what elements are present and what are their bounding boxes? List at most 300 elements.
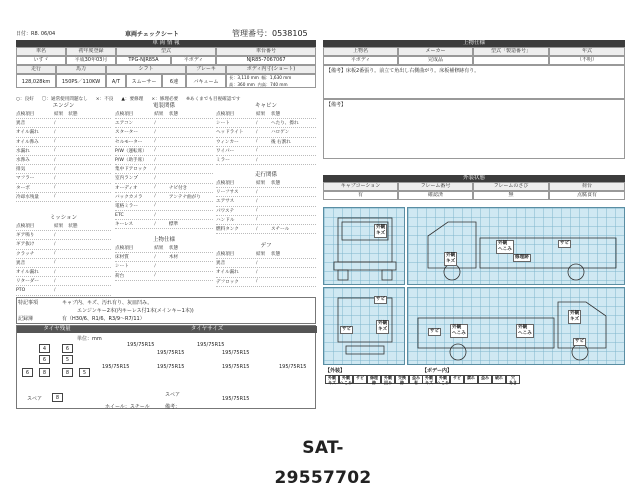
head-cell: 状態 bbox=[168, 246, 179, 252]
val-upper-name: 平ボディ bbox=[323, 56, 398, 65]
result-mark: / bbox=[54, 287, 56, 293]
col-caution: キャブコーション bbox=[323, 182, 398, 191]
section-head bbox=[115, 244, 213, 253]
result-mark: / bbox=[154, 194, 156, 200]
result-mark: / bbox=[256, 260, 258, 266]
result-mark: / bbox=[154, 263, 156, 269]
tire-note: 備考： bbox=[165, 404, 181, 410]
list-item bbox=[16, 156, 111, 165]
head-cell: 状態 bbox=[68, 112, 78, 118]
head-cell: 結果 bbox=[154, 112, 164, 118]
appearance-cols bbox=[323, 182, 625, 191]
management-number: 管理番号：0538105 bbox=[232, 29, 308, 38]
result-mark: / bbox=[256, 226, 258, 232]
list-item bbox=[16, 250, 111, 259]
item-label: 排気 bbox=[16, 167, 26, 173]
item-label: ウィンカー bbox=[216, 139, 239, 145]
head-cell: 状態 bbox=[168, 112, 179, 118]
dim-height: 高：360 mm bbox=[229, 81, 255, 87]
section-electric bbox=[115, 103, 213, 229]
item-label: スターター bbox=[115, 130, 138, 136]
item-label: デフロック bbox=[216, 279, 239, 285]
item-label: P/W（運転席） bbox=[115, 148, 147, 154]
list-item bbox=[115, 119, 213, 128]
tire-section bbox=[16, 325, 316, 409]
list-item bbox=[216, 119, 316, 128]
list-item bbox=[16, 240, 111, 249]
legend-note: 〇：通常使用問題なし bbox=[41, 97, 88, 102]
mark-rear-scratch: 外観 キズ bbox=[378, 321, 388, 332]
item-note: スチール bbox=[271, 227, 290, 233]
list-item bbox=[16, 128, 111, 137]
wheel-type: ホイール：スチール bbox=[105, 404, 150, 410]
item-note: ハロゲン bbox=[271, 130, 290, 136]
special-notes bbox=[16, 297, 316, 324]
tire-spare: 8 bbox=[52, 393, 63, 402]
item-note: 後 右割れ bbox=[271, 139, 291, 145]
legend-item: 外観 キズ bbox=[325, 375, 339, 384]
result-mark: / bbox=[154, 254, 156, 260]
val-hp: 150PS／110KW bbox=[56, 74, 106, 88]
truck-side-outline bbox=[408, 208, 626, 286]
item-label: PTO bbox=[16, 287, 26, 293]
mark-rear-rust1: サビ bbox=[376, 297, 386, 302]
appearance-vals bbox=[323, 191, 625, 200]
list-item bbox=[115, 211, 213, 220]
result-mark: / bbox=[54, 120, 56, 126]
col-frame-rust: フレームのさび bbox=[473, 182, 549, 191]
item-note: アンテナ曲がり bbox=[168, 194, 201, 200]
section-upper bbox=[115, 237, 213, 281]
list-item bbox=[216, 147, 316, 156]
col-hp: 馬力 bbox=[56, 65, 106, 74]
result-mark: / bbox=[154, 221, 156, 227]
tire-size-title: タイヤサイズ bbox=[97, 326, 317, 333]
spare-size-label: スペア bbox=[165, 392, 181, 398]
mark-r-rust2: サビ bbox=[575, 339, 585, 344]
list-item bbox=[115, 184, 213, 193]
result-mark: / bbox=[256, 189, 258, 195]
item-label: ワイパー bbox=[216, 148, 235, 154]
item-label: パワステ bbox=[216, 208, 235, 214]
legend-item: 歪み 有 bbox=[409, 375, 423, 384]
head-cell: 状態 bbox=[271, 112, 281, 118]
item-label: ギア鳴り bbox=[16, 233, 35, 239]
vehicle-info-table bbox=[16, 40, 316, 88]
records-text: 有（H30/6、R1/6、R3/9〜R7/11） bbox=[62, 316, 145, 322]
appearance-table bbox=[323, 175, 625, 200]
vehicle-cols bbox=[16, 47, 316, 56]
head-cell: 状態 bbox=[68, 224, 78, 230]
tire-fr: 5 bbox=[62, 355, 73, 364]
list-item bbox=[16, 138, 111, 147]
legend-item: 穴 あき bbox=[506, 375, 520, 384]
head-cell: 結果 bbox=[54, 224, 64, 230]
list-item bbox=[216, 128, 316, 137]
result-mark: / bbox=[256, 148, 258, 154]
list-item bbox=[216, 188, 316, 197]
item-label: 異音 bbox=[216, 261, 226, 267]
legend-good: ○：良好 bbox=[16, 97, 34, 102]
list-item bbox=[115, 262, 213, 271]
item-label: 荷台 bbox=[115, 273, 125, 279]
result-mark: / bbox=[54, 166, 56, 172]
mark-side-dent: 外観 へこみ bbox=[498, 241, 512, 252]
section-mission bbox=[16, 215, 111, 296]
col-shift: シフト bbox=[106, 65, 186, 74]
val-mileage: 128,028km bbox=[16, 74, 56, 88]
section-head bbox=[216, 250, 316, 259]
result-mark: / bbox=[54, 157, 56, 163]
val-caution: 有 bbox=[323, 191, 398, 200]
head-cell: 結果 bbox=[256, 252, 266, 258]
tire-depth-title: タイヤ残量 bbox=[17, 326, 97, 333]
result-mark: / bbox=[154, 212, 156, 218]
status-legend bbox=[16, 96, 241, 102]
size-rr-outer: 195/75R15 bbox=[279, 364, 307, 370]
list-item bbox=[115, 202, 213, 211]
keys-text: エンジンキー2本(内キーレス付1本(メインキー1本)) bbox=[77, 308, 194, 314]
section-head bbox=[16, 222, 111, 231]
truck-front-outline bbox=[324, 208, 406, 286]
list-item bbox=[216, 225, 316, 234]
appearance-title: 外装状態 bbox=[323, 175, 625, 182]
list-item bbox=[16, 174, 111, 183]
section-head bbox=[16, 110, 111, 119]
mark-r-dent2: 外観 へこみ bbox=[518, 325, 532, 336]
item-label: 室内ランプ bbox=[115, 176, 138, 182]
tire-fl-outer: 4 bbox=[39, 344, 50, 353]
val-name: いすゞ bbox=[16, 56, 66, 65]
legend-item: 破れ bbox=[492, 375, 506, 384]
diagram-rear bbox=[323, 287, 405, 365]
col-serial: 型式「製造番号」 bbox=[473, 47, 549, 56]
col-year: 年式 bbox=[549, 47, 625, 56]
size-rl-inner: 195/75R15 bbox=[157, 364, 185, 370]
list-item bbox=[216, 278, 316, 287]
size-fr: 195/75R15 bbox=[197, 342, 225, 348]
head-cell: 点検項目 bbox=[216, 252, 235, 258]
vehicle-cols2 bbox=[16, 65, 316, 74]
result-mark: / bbox=[154, 175, 156, 181]
mark-repair: 修理跡 bbox=[515, 255, 529, 260]
size-fl: 195/75R15 bbox=[127, 342, 155, 348]
val-smoother: スムーサー bbox=[126, 74, 162, 88]
head-cell: 状態 bbox=[271, 181, 281, 187]
result-mark: / bbox=[256, 217, 258, 223]
result-mark: / bbox=[54, 129, 56, 135]
item-label: 水滲み bbox=[16, 158, 30, 164]
head-cell: 点検項目 bbox=[216, 181, 235, 187]
val-gears: 6速 bbox=[162, 74, 186, 88]
list-item bbox=[115, 193, 213, 202]
upper-spec-vals bbox=[323, 56, 625, 65]
col-frame-no: フレーム番号 bbox=[398, 182, 473, 191]
val-chassis: NJR85-7067067 bbox=[216, 56, 316, 65]
item-label: マフラー bbox=[16, 176, 35, 182]
head-cell: 結果 bbox=[54, 112, 64, 118]
val-frame-rust: 無 bbox=[473, 191, 549, 200]
item-label: ギア抜け bbox=[16, 242, 35, 248]
tire-fl: 6 bbox=[39, 355, 50, 364]
item-label: ミラー bbox=[216, 158, 230, 164]
list-item bbox=[16, 184, 111, 193]
vehicle-vals2 bbox=[16, 74, 316, 88]
item-label: エアコン bbox=[115, 121, 134, 127]
result-mark: / bbox=[154, 166, 156, 172]
val-maker: 完成品 bbox=[398, 56, 473, 65]
result-mark: / bbox=[256, 208, 258, 214]
item-label: バックカメラ bbox=[115, 194, 143, 200]
item-note: 標準 bbox=[168, 222, 179, 228]
upper-note: 【備考】床板2番張り。前立て角出し右側曲がり。床板補修跡有り。 bbox=[326, 68, 480, 74]
section-title: 上物仕様 bbox=[152, 237, 175, 243]
size-fr2: 195/75R15 bbox=[222, 350, 250, 356]
item-label: オーディオ bbox=[115, 185, 138, 191]
stock-code: SAT-29557702 bbox=[259, 433, 387, 463]
remarks-box bbox=[323, 99, 625, 159]
diagram-side-left bbox=[407, 207, 625, 285]
item-label: オイル漏れ bbox=[16, 270, 39, 276]
outer-legend bbox=[325, 375, 423, 384]
spare-label: スペア bbox=[27, 396, 43, 402]
list-item bbox=[216, 197, 316, 206]
dim-width: 幅：1,630 mm bbox=[261, 75, 292, 80]
legend-item: 歪み bbox=[478, 375, 492, 384]
list-item bbox=[16, 165, 111, 174]
val-model: TPG-NJR85A bbox=[116, 56, 171, 65]
section-running bbox=[216, 172, 316, 234]
list-item bbox=[216, 207, 316, 216]
remarks-label: 【備考】 bbox=[326, 102, 347, 108]
item-label: セルモーター bbox=[115, 139, 143, 145]
col-first-reg: 初年度登録 bbox=[66, 47, 116, 56]
tire-rl-inner: 8 bbox=[39, 368, 50, 377]
section-title: ミッション bbox=[49, 215, 78, 221]
tire-rl-outer: 6 bbox=[22, 368, 33, 377]
list-item bbox=[115, 138, 213, 147]
result-mark: / bbox=[154, 203, 156, 209]
col-body-dim: ボディ内寸(ショート) bbox=[226, 65, 316, 74]
item-label: 床材質 bbox=[115, 255, 129, 261]
head-cell: 点検項目 bbox=[16, 224, 35, 230]
result-mark: / bbox=[54, 260, 56, 266]
col-model: 型式 bbox=[116, 47, 216, 56]
tire-fr-outer: 6 bbox=[62, 344, 73, 353]
upper-note-box bbox=[323, 65, 625, 99]
val-at: A/T bbox=[106, 74, 126, 88]
item-label: リーフサス bbox=[216, 190, 239, 196]
mark-r-scratch: 外観 キズ bbox=[570, 311, 580, 322]
size-rr-inner: 195/75R15 bbox=[222, 364, 250, 370]
result-mark: / bbox=[154, 120, 156, 126]
result-mark: / bbox=[54, 194, 56, 200]
list-item bbox=[115, 174, 213, 183]
section-head bbox=[216, 179, 316, 188]
diagram-side-right bbox=[407, 287, 625, 365]
val-bed: 点腐食有 bbox=[549, 191, 625, 200]
list-item bbox=[16, 193, 111, 202]
dim-length: 長：3,110 mm bbox=[229, 75, 259, 80]
section-title: エンジン bbox=[52, 103, 75, 109]
section-title: デフ bbox=[260, 243, 272, 249]
item-label: P/W（助手席） bbox=[115, 158, 147, 164]
result-mark: / bbox=[54, 241, 56, 247]
head-cell: 結果 bbox=[154, 246, 164, 252]
section-engine bbox=[16, 103, 111, 202]
list-item bbox=[216, 268, 316, 277]
val-year: （不明） bbox=[549, 56, 625, 65]
result-mark: / bbox=[54, 185, 56, 191]
result-mark: / bbox=[54, 139, 56, 145]
dim-inner-height: 内高：740 mm bbox=[257, 81, 288, 87]
item-label: 冷却水残量 bbox=[16, 194, 39, 200]
list-item bbox=[16, 147, 111, 156]
legend-item: 修理 跡 bbox=[367, 375, 381, 384]
date-label: 日付：R8. 06/04 bbox=[16, 31, 56, 37]
result-mark: / bbox=[54, 148, 56, 154]
head-cell: 結果 bbox=[256, 181, 266, 187]
legend-item: 外観 キズ bbox=[422, 375, 436, 384]
item-label: 異音 bbox=[16, 260, 26, 266]
list-item bbox=[16, 286, 111, 295]
legend-item: 腐れ bbox=[464, 375, 478, 384]
section-title: 電装関係 bbox=[152, 103, 175, 109]
section-title: 走行関係 bbox=[254, 172, 277, 178]
item-label: エアサス bbox=[216, 199, 235, 205]
mark-side-rust: サビ bbox=[560, 241, 570, 246]
result-mark: / bbox=[154, 139, 156, 145]
list-item bbox=[115, 147, 213, 156]
item-label: 異音 bbox=[16, 121, 26, 127]
head-cell: 点検項目 bbox=[16, 112, 35, 118]
head-cell: 結果 bbox=[256, 112, 266, 118]
result-mark: / bbox=[54, 175, 56, 181]
col-upper-name: 上物名 bbox=[323, 47, 398, 56]
size-fl2: 195/75R15 bbox=[157, 350, 185, 356]
list-item bbox=[115, 272, 213, 281]
item-label: ハンドル bbox=[216, 217, 235, 223]
list-item bbox=[216, 156, 316, 165]
col-bed: 荷台 bbox=[549, 182, 625, 191]
item-note: 木材 bbox=[168, 255, 179, 261]
col-maker: メーカー bbox=[398, 47, 473, 56]
head-cell: 点検項目 bbox=[115, 112, 134, 118]
item-label: ヘッドライト bbox=[216, 130, 244, 136]
result-mark: / bbox=[154, 129, 156, 135]
item-label: シート bbox=[115, 264, 129, 270]
mark-front-scratch: 外観 キズ bbox=[376, 225, 386, 236]
spare-size: 195/75R15 bbox=[222, 396, 250, 402]
result-mark: / bbox=[54, 251, 56, 257]
list-item bbox=[216, 259, 316, 268]
legend-item: 交換 跡 bbox=[395, 375, 409, 384]
section-head bbox=[115, 110, 213, 119]
result-mark: / bbox=[54, 278, 56, 284]
list-item bbox=[16, 231, 111, 240]
item-note: ナビ付き bbox=[168, 185, 188, 191]
item-label: 水漏れ bbox=[16, 148, 30, 154]
tire-rr-inner: 8 bbox=[62, 368, 73, 377]
result-mark: / bbox=[256, 279, 258, 285]
list-item bbox=[16, 268, 111, 277]
section-head bbox=[216, 110, 316, 119]
upper-spec-cols bbox=[323, 47, 625, 56]
special-text: キャブ内、キズ、汚れ有り、灰皿凹み。 bbox=[62, 300, 153, 306]
item-label: ターボ bbox=[16, 185, 30, 191]
size-rl-outer: 195/75R15 bbox=[102, 364, 130, 370]
item-label: オイル漏れ bbox=[16, 130, 39, 136]
val-frame-no: 確認済 bbox=[398, 191, 473, 200]
item-label: オイル漏れ bbox=[216, 270, 239, 276]
result-mark: / bbox=[154, 185, 156, 191]
item-label: キーレス bbox=[115, 222, 134, 228]
vehicle-info-title: 車 両 情 報 bbox=[16, 40, 316, 47]
records-label: 記録簿 bbox=[18, 316, 34, 322]
outer-legend-label: 【外装】 bbox=[325, 368, 346, 374]
val-dims bbox=[226, 74, 316, 88]
col-mileage: 走行 bbox=[16, 65, 56, 74]
list-item bbox=[115, 253, 213, 262]
result-mark: / bbox=[256, 120, 258, 126]
section-title: キャビン bbox=[254, 103, 277, 109]
special-label: 特記事項 bbox=[18, 300, 39, 306]
tire-unit: 単位：mm bbox=[77, 336, 102, 342]
tire-rr-outer: 5 bbox=[79, 368, 90, 377]
item-label: リターダー bbox=[16, 279, 39, 285]
upper-spec-table bbox=[323, 40, 625, 159]
legend-caution: ▲：要修理 bbox=[121, 97, 144, 102]
list-item bbox=[115, 220, 213, 229]
col-name: 車名 bbox=[16, 47, 66, 56]
item-label: 集中ドアロック bbox=[115, 167, 147, 173]
item-label: シート bbox=[216, 121, 230, 127]
item-label: 電格ミラー bbox=[115, 203, 138, 209]
head-cell: 状態 bbox=[271, 252, 281, 258]
result-mark: / bbox=[54, 232, 56, 238]
truck-rear-outline bbox=[324, 288, 406, 366]
result-mark: / bbox=[154, 148, 156, 154]
result-mark: / bbox=[256, 157, 258, 163]
section-diff bbox=[216, 243, 316, 287]
list-item bbox=[16, 259, 111, 268]
result-mark: / bbox=[256, 198, 258, 204]
item-note: へたり、擦れ bbox=[271, 121, 299, 127]
mark-r-dent1: 外観 へこみ bbox=[452, 325, 466, 336]
item-label: ETC bbox=[115, 212, 124, 218]
section-cabin bbox=[216, 103, 316, 165]
mark-r-rust1: サビ bbox=[430, 329, 440, 334]
legend-bad: ×：不良 bbox=[95, 97, 114, 102]
list-item bbox=[16, 119, 111, 128]
result-mark: / bbox=[256, 139, 258, 145]
list-item bbox=[115, 165, 213, 174]
legend-item: サビ bbox=[353, 375, 367, 384]
list-item bbox=[216, 138, 316, 147]
body-legend bbox=[422, 375, 520, 384]
list-item bbox=[16, 277, 111, 286]
col-chassis: 車台番号 bbox=[216, 47, 316, 56]
list-item bbox=[216, 216, 316, 225]
body-legend-label: 【ボデー内】 bbox=[422, 368, 453, 374]
val-body: 平ボディ bbox=[171, 56, 216, 65]
item-label: クラッチ bbox=[16, 251, 35, 257]
vehicle-vals bbox=[16, 56, 316, 65]
legend-item: 外観 凹み bbox=[381, 375, 395, 384]
list-item bbox=[115, 128, 213, 137]
result-mark: / bbox=[256, 129, 258, 135]
head-cell: 点検項目 bbox=[115, 246, 134, 252]
